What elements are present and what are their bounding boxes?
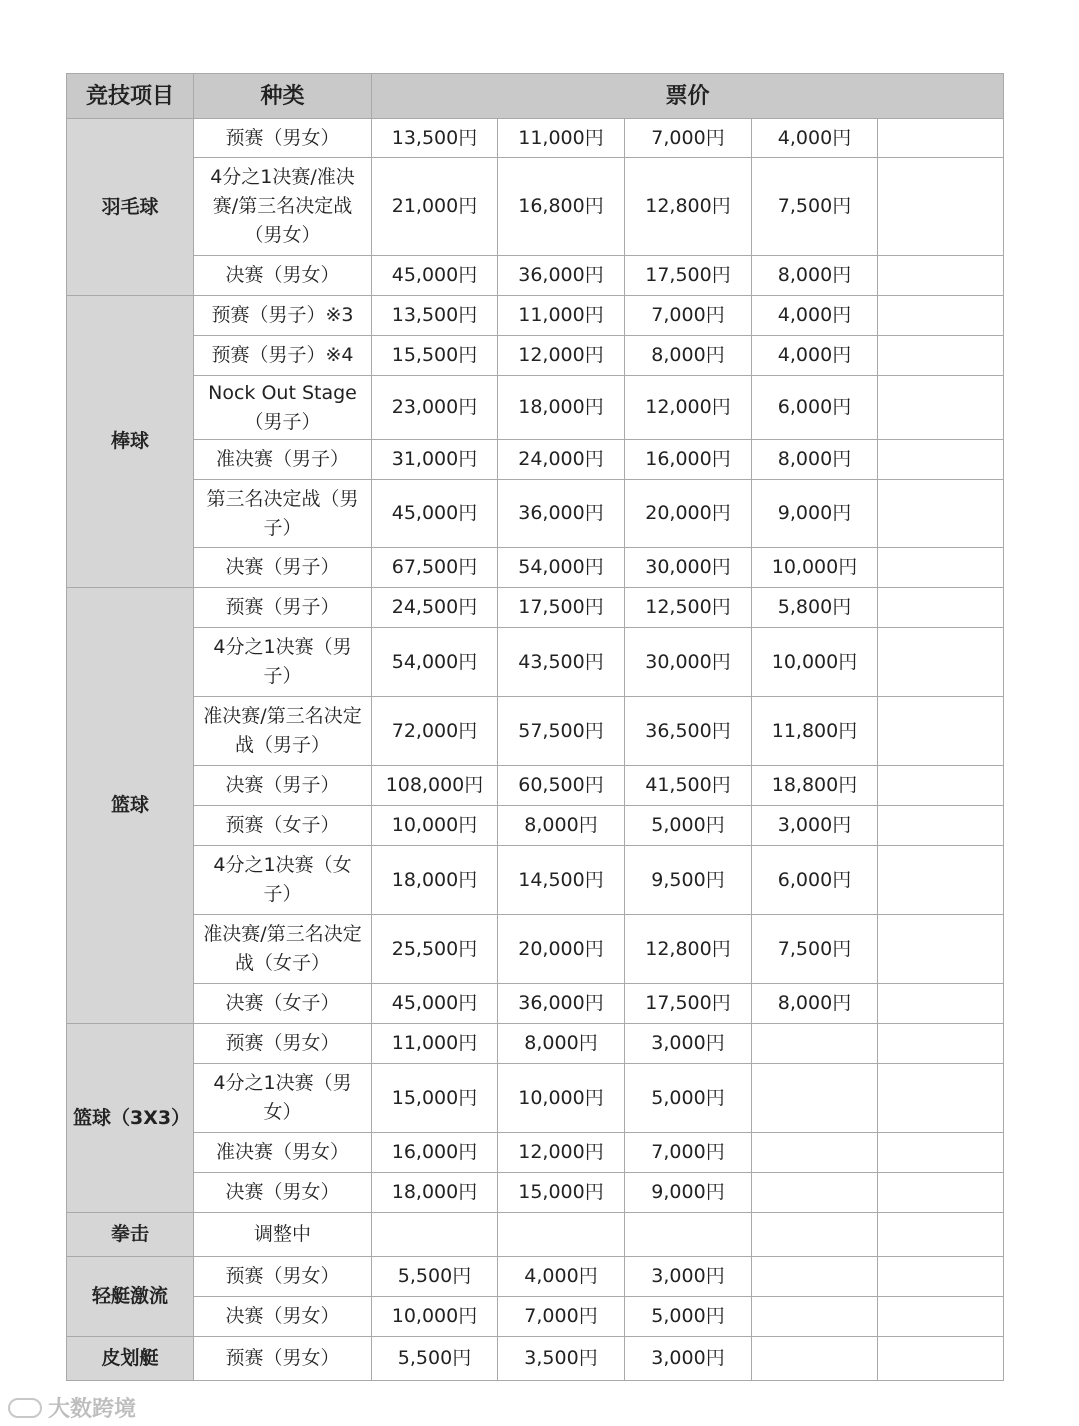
table-row (67, 296, 1004, 336)
table-row (67, 1133, 1004, 1173)
price-cell: 17,500円 (625, 256, 752, 296)
price-cell: 5,000円 (625, 1297, 752, 1337)
price-cell: 13,500円 (372, 119, 498, 158)
price-cell: 4,000円 (752, 296, 878, 336)
price-cell: 8,000円 (625, 336, 752, 376)
price-cell: 5,000円 (625, 806, 752, 846)
category-cell: 准决赛/第三名决定战（女子） (194, 915, 372, 984)
table-row (67, 440, 1004, 480)
price-cell (878, 1297, 1004, 1337)
price-cell (752, 1297, 878, 1337)
table-row (67, 158, 1004, 256)
table-row (67, 984, 1004, 1024)
price-cell (752, 1064, 878, 1133)
price-cell: 6,000円 (752, 376, 878, 440)
price-cell: 12,800円 (625, 158, 752, 256)
category-cell: 准决赛/第三名决定战（男子） (194, 697, 372, 766)
price-cell: 9,000円 (625, 1173, 752, 1213)
price-cell: 45,000円 (372, 480, 498, 548)
category-cell: 4分之1决赛/准决赛/第三名决定战（男女） (194, 158, 372, 256)
price-cell (878, 1133, 1004, 1173)
price-cell (878, 440, 1004, 480)
price-cell: 57,500円 (498, 697, 625, 766)
price-cell: 4,000円 (752, 336, 878, 376)
table-row (67, 588, 1004, 628)
price-cell: 24,500円 (372, 588, 498, 628)
price-cell: 8,000円 (752, 440, 878, 480)
category-cell: Nock Out Stage（男子） (194, 376, 372, 440)
price-cell: 13,500円 (372, 296, 498, 336)
price-cell: 67,500円 (372, 548, 498, 588)
price-cell (878, 915, 1004, 984)
category-cell: 准决赛（男女） (194, 1133, 372, 1173)
price-cell: 15,500円 (372, 336, 498, 376)
price-cell: 16,800円 (498, 158, 625, 256)
price-cell: 4,000円 (498, 1257, 625, 1297)
price-cell (878, 766, 1004, 806)
price-cell: 36,000円 (498, 480, 625, 548)
price-cell: 7,000円 (498, 1297, 625, 1337)
price-cell: 23,000円 (372, 376, 498, 440)
price-cell: 10,000円 (752, 548, 878, 588)
table-row (67, 548, 1004, 588)
price-cell (878, 336, 1004, 376)
price-cell: 12,000円 (498, 1133, 625, 1173)
price-cell: 5,500円 (372, 1337, 498, 1381)
price-cell: 18,800円 (752, 766, 878, 806)
category-cell: 预赛（男女） (194, 1257, 372, 1297)
price-cell (498, 1213, 625, 1257)
table-row (67, 1173, 1004, 1213)
table-row (67, 697, 1004, 766)
price-cell: 30,000円 (625, 548, 752, 588)
table-row (67, 1337, 1004, 1381)
price-cell: 108,000円 (372, 766, 498, 806)
table-row (67, 1024, 1004, 1064)
table-row (67, 480, 1004, 548)
price-cell (878, 548, 1004, 588)
price-cell: 72,000円 (372, 697, 498, 766)
category-cell: 4分之1决赛（男女） (194, 1064, 372, 1133)
price-cell: 15,000円 (498, 1173, 625, 1213)
header-price: 票价 (372, 74, 1004, 119)
price-cell: 12,500円 (625, 588, 752, 628)
price-cell: 18,000円 (372, 1173, 498, 1213)
table-row (67, 1297, 1004, 1337)
price-cell (878, 1173, 1004, 1213)
price-cell: 25,500円 (372, 915, 498, 984)
price-cell: 36,500円 (625, 697, 752, 766)
price-cell: 30,000円 (625, 628, 752, 697)
price-cell: 36,000円 (498, 984, 625, 1024)
category-cell: 预赛（女子） (194, 806, 372, 846)
table-row (67, 336, 1004, 376)
category-cell: 决赛（男子） (194, 766, 372, 806)
price-cell: 54,000円 (372, 628, 498, 697)
price-cell: 8,000円 (498, 806, 625, 846)
price-cell (878, 158, 1004, 256)
price-cell (878, 588, 1004, 628)
price-cell: 7,000円 (625, 1133, 752, 1173)
category-cell: 第三名决定战（男子） (194, 480, 372, 548)
watermark-logo-icon (8, 1398, 42, 1418)
price-cell: 20,000円 (625, 480, 752, 548)
category-cell: 预赛（男女） (194, 119, 372, 158)
category-cell: 4分之1决赛（男子） (194, 628, 372, 697)
price-cell: 7,500円 (752, 915, 878, 984)
category-cell: 4分之1决赛（女子） (194, 846, 372, 915)
table-body (67, 119, 1004, 1381)
price-cell: 11,000円 (498, 119, 625, 158)
price-cell: 7,000円 (625, 296, 752, 336)
price-cell: 11,800円 (752, 697, 878, 766)
price-cell: 9,000円 (752, 480, 878, 548)
header-sport: 竞技项目 (67, 74, 194, 119)
price-cell: 20,000円 (498, 915, 625, 984)
table-row (67, 256, 1004, 296)
category-cell: 预赛（男子）※3 (194, 296, 372, 336)
price-cell: 3,000円 (625, 1337, 752, 1381)
price-cell: 11,000円 (372, 1024, 498, 1064)
price-cell: 3,000円 (752, 806, 878, 846)
category-cell: 决赛（男子） (194, 548, 372, 588)
category-cell: 调整中 (194, 1213, 372, 1257)
price-cell (878, 480, 1004, 548)
price-cell: 3,000円 (625, 1024, 752, 1064)
price-cell: 16,000円 (372, 1133, 498, 1173)
price-cell: 10,000円 (372, 806, 498, 846)
price-cell (878, 296, 1004, 336)
sport-name: 皮划艇 (67, 1337, 194, 1381)
price-cell: 7,000円 (625, 119, 752, 158)
price-cell: 4,000円 (752, 119, 878, 158)
table-row (67, 806, 1004, 846)
price-cell: 3,500円 (498, 1337, 625, 1381)
price-cell (752, 1173, 878, 1213)
category-cell: 预赛（男子）※4 (194, 336, 372, 376)
price-cell: 15,000円 (372, 1064, 498, 1133)
sport-name: 拳击 (67, 1213, 194, 1257)
price-cell: 45,000円 (372, 984, 498, 1024)
price-cell: 21,000円 (372, 158, 498, 256)
table-row (67, 119, 1004, 158)
table-row (67, 766, 1004, 806)
category-cell: 预赛（男女） (194, 1024, 372, 1064)
category-cell: 决赛（男女） (194, 256, 372, 296)
price-cell: 3,000円 (625, 1257, 752, 1297)
watermark-text: 大数跨境 (48, 1397, 137, 1422)
price-cell (878, 984, 1004, 1024)
price-cell (878, 119, 1004, 158)
table-row (67, 376, 1004, 440)
category-cell: 准决赛（男子） (194, 440, 372, 480)
header-category: 种类 (194, 74, 372, 119)
price-cell: 24,000円 (498, 440, 625, 480)
price-cell (752, 1257, 878, 1297)
price-cell (625, 1213, 752, 1257)
price-cell: 60,500円 (498, 766, 625, 806)
sport-name: 轻艇激流 (67, 1257, 194, 1337)
price-cell: 12,800円 (625, 915, 752, 984)
price-cell (752, 1213, 878, 1257)
price-cell: 36,000円 (498, 256, 625, 296)
header-row (67, 74, 1004, 119)
category-cell: 决赛（女子） (194, 984, 372, 1024)
price-cell: 11,000円 (498, 296, 625, 336)
ticket-price-table (66, 73, 1004, 1381)
price-cell (372, 1213, 498, 1257)
sport-name: 羽毛球 (67, 119, 194, 296)
price-cell (878, 1213, 1004, 1257)
price-cell: 8,000円 (752, 256, 878, 296)
price-cell (878, 1024, 1004, 1064)
price-cell: 10,000円 (498, 1064, 625, 1133)
table-row (67, 628, 1004, 697)
price-cell: 16,000円 (625, 440, 752, 480)
price-cell (878, 376, 1004, 440)
price-cell: 18,000円 (372, 846, 498, 915)
price-cell (878, 846, 1004, 915)
price-cell: 18,000円 (498, 376, 625, 440)
price-cell (752, 1337, 878, 1381)
price-cell: 41,500円 (625, 766, 752, 806)
price-cell: 14,500円 (498, 846, 625, 915)
price-cell: 5,000円 (625, 1064, 752, 1133)
price-cell: 6,000円 (752, 846, 878, 915)
price-cell: 9,500円 (625, 846, 752, 915)
sport-name: 篮球 (67, 588, 194, 1024)
price-cell (878, 628, 1004, 697)
category-cell: 决赛（男女） (194, 1297, 372, 1337)
category-cell: 预赛（男女） (194, 1337, 372, 1381)
price-cell: 17,500円 (625, 984, 752, 1024)
price-cell (878, 1337, 1004, 1381)
price-cell: 5,500円 (372, 1257, 498, 1297)
price-cell: 10,000円 (752, 628, 878, 697)
price-cell (878, 1064, 1004, 1133)
price-cell: 12,000円 (498, 336, 625, 376)
price-cell: 8,000円 (752, 984, 878, 1024)
table-row (67, 1064, 1004, 1133)
price-cell (752, 1024, 878, 1064)
price-cell (878, 806, 1004, 846)
price-cell: 10,000円 (372, 1297, 498, 1337)
price-cell (878, 697, 1004, 766)
sport-name: 棒球 (67, 296, 194, 588)
price-cell: 8,000円 (498, 1024, 625, 1064)
category-cell: 预赛（男子） (194, 588, 372, 628)
watermark (8, 1392, 136, 1423)
price-cell: 31,000円 (372, 440, 498, 480)
table-row (67, 1213, 1004, 1257)
price-cell (878, 256, 1004, 296)
sport-name: 篮球（3X3） (67, 1024, 194, 1213)
price-cell: 17,500円 (498, 588, 625, 628)
table-row (67, 915, 1004, 984)
category-cell: 决赛（男女） (194, 1173, 372, 1213)
price-cell: 5,800円 (752, 588, 878, 628)
price-cell: 45,000円 (372, 256, 498, 296)
price-cell (752, 1133, 878, 1173)
price-cell (878, 1257, 1004, 1297)
price-cell: 7,500円 (752, 158, 878, 256)
table-row (67, 846, 1004, 915)
price-cell: 43,500円 (498, 628, 625, 697)
price-cell: 12,000円 (625, 376, 752, 440)
table-row (67, 1257, 1004, 1297)
price-cell: 54,000円 (498, 548, 625, 588)
